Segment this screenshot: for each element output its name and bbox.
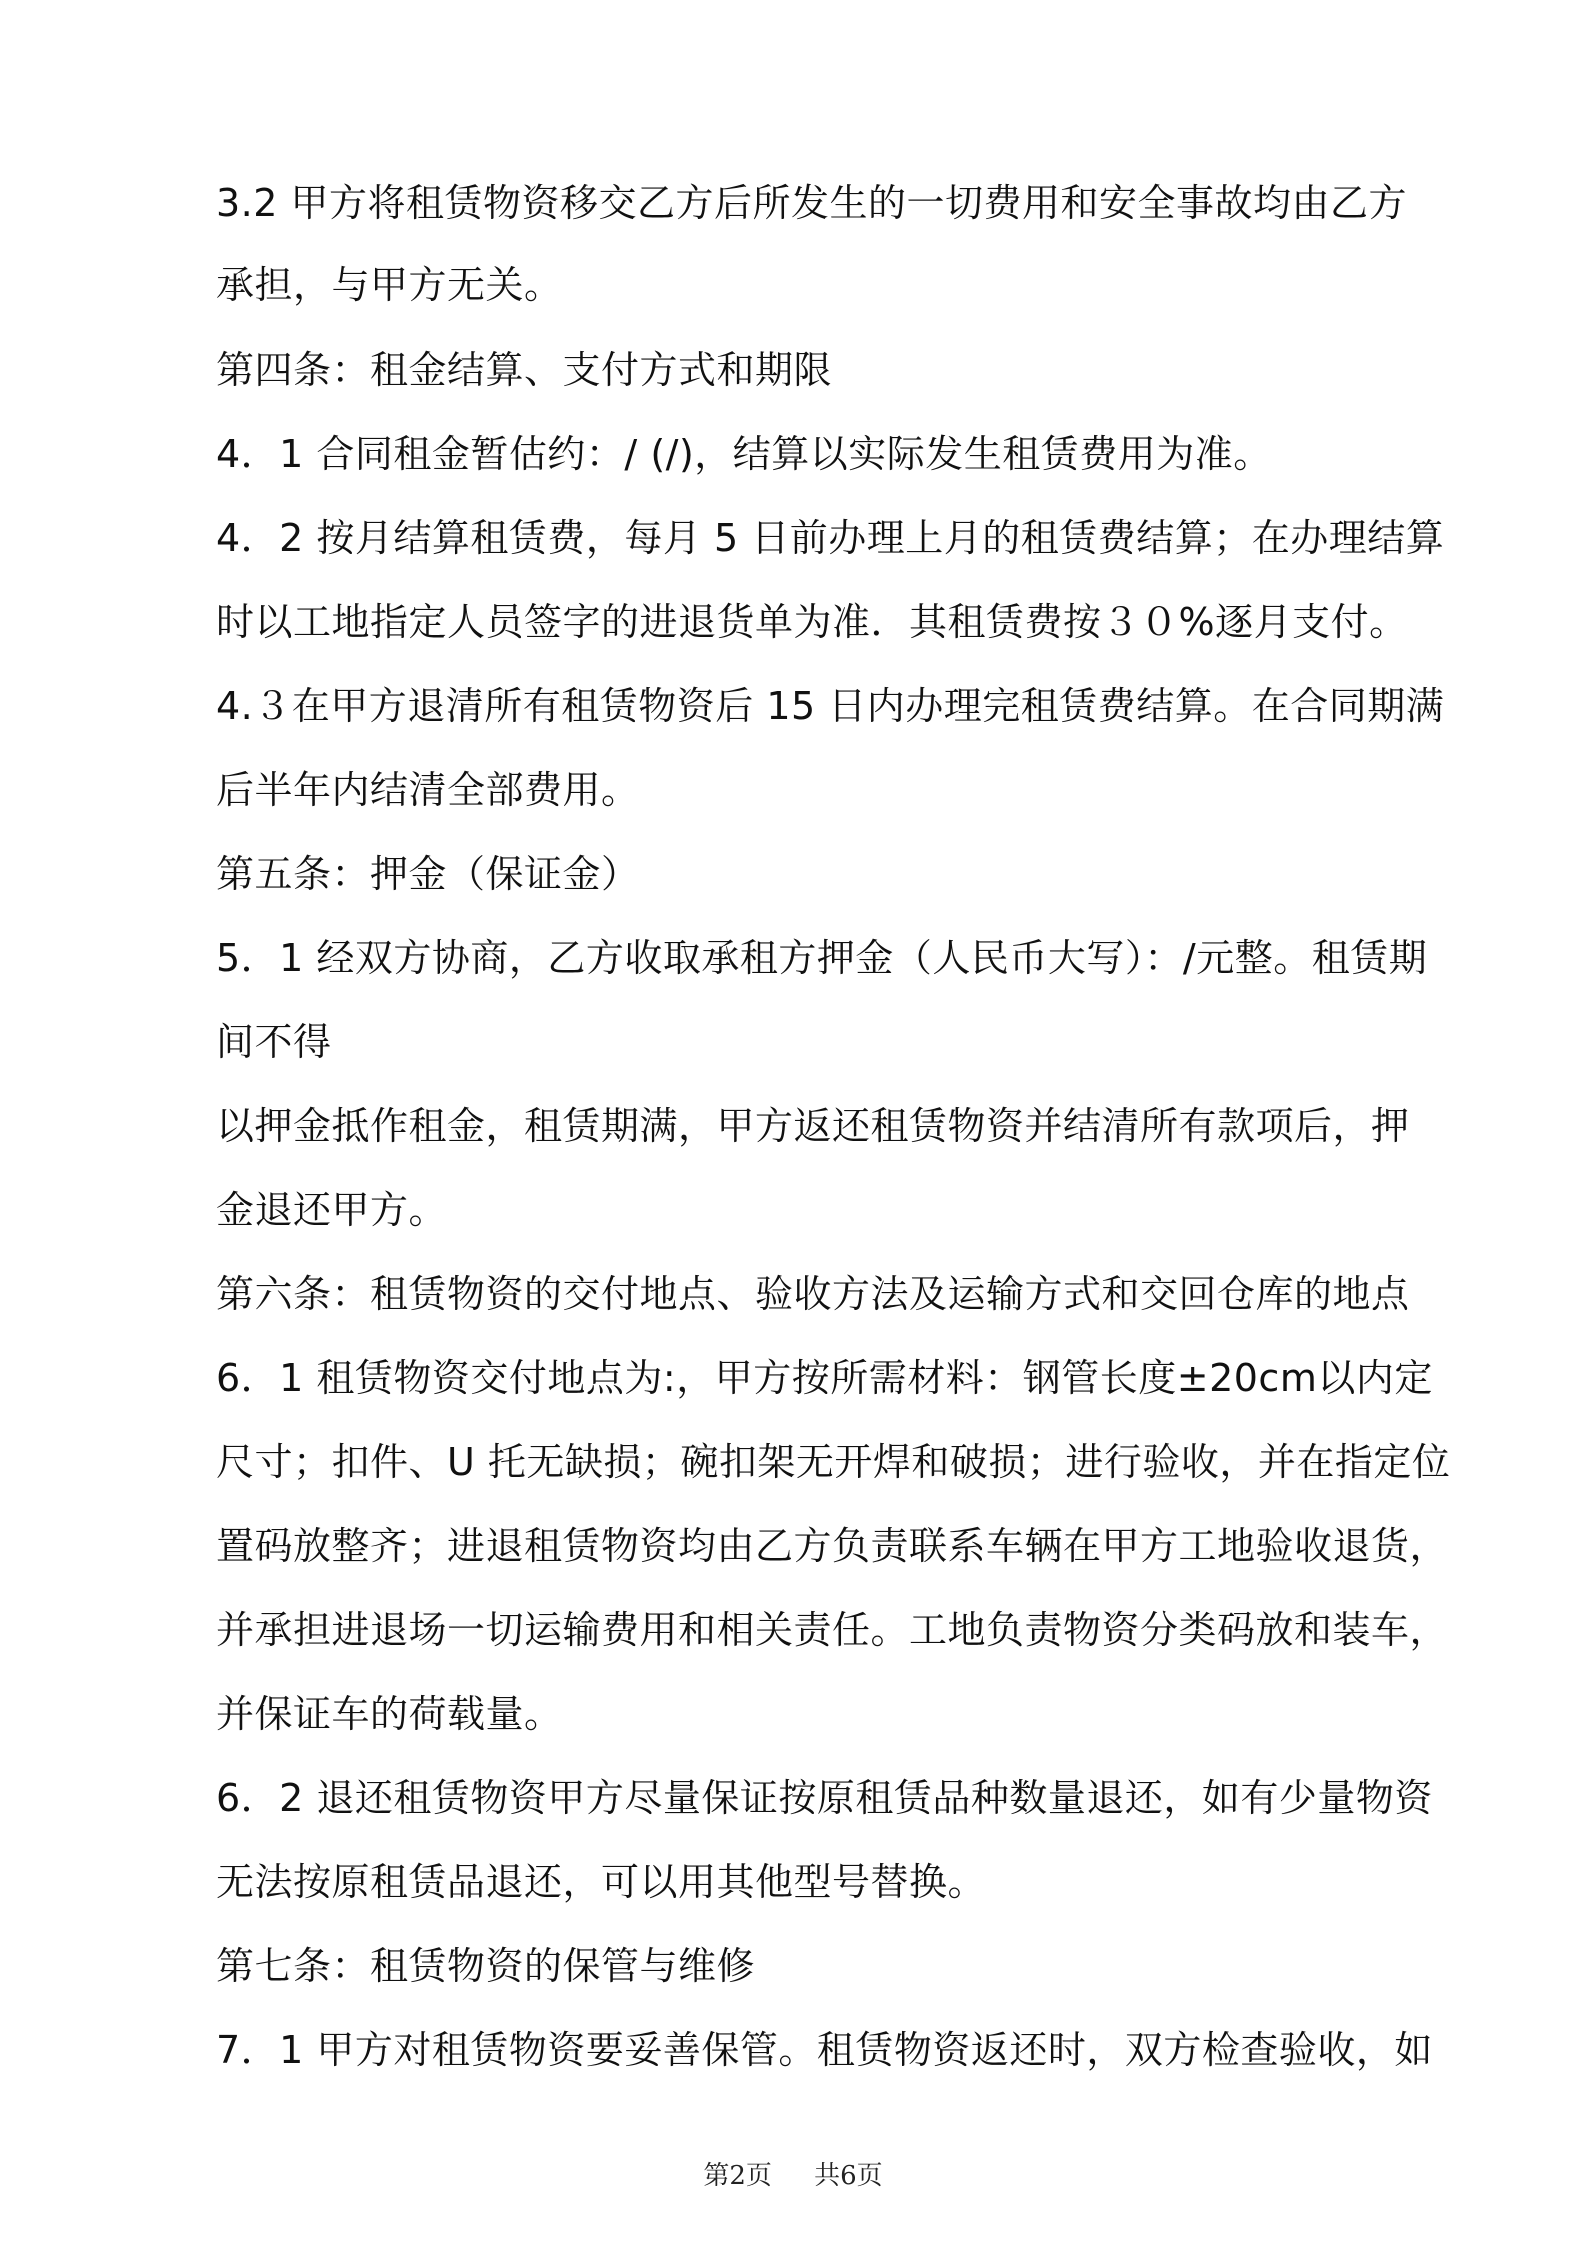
text-line-6-1-cont2: 置码放整齐；进退租赁物资均由乙方负责联系车辆在甲方工地验收退货，: [216, 1524, 1449, 1568]
text-line-6-1-cont: 尺寸；扣件、U 托无缺损；碗扣架无开焊和破损；进行验收，并在指定位: [216, 1440, 1451, 1484]
section-heading-6: 第六条：租赁物资的交付地点、验收方法及运输方式和交回仓库的地点: [216, 1272, 1410, 1316]
text-line-7-1: 7．1 甲方对租赁物资要妥善保管。租赁物资返还时，双方检查验收，如: [216, 2028, 1433, 2072]
section-heading-7: 第七条：租赁物资的保管与维修: [216, 1944, 756, 1988]
section-heading-4: 第四条：租金结算、支付方式和期限: [216, 348, 833, 392]
text-line-6-1-cont3: 并承担进退场一切运输费用和相关责任。工地负责物资分类码放和装车，: [216, 1608, 1449, 1652]
text-line-1: 3.2 甲方将租赁物资移交乙方后所发生的一切费用和安全事故均由乙方: [216, 181, 1408, 225]
text-line-4-3: 4.３在甲方退清所有租赁物资后 15 日内办理完租赁费结算。在合同期满: [216, 684, 1445, 728]
text-line-4-1: 4．1 合同租金暂估约：/ (/)，结算以实际发生租赁费用为准。: [216, 432, 1272, 476]
text-line-5-1-cont3: 金退还甲方。: [216, 1188, 448, 1232]
section-heading-5: 第五条：押金（保证金）: [216, 852, 640, 896]
page-number: 第2页: [703, 2161, 772, 2191]
text-line-4-2-cont: 时以工地指定人员签字的进退货单为准．其租赁费按３０%逐月支付。: [216, 600, 1408, 644]
text-line-6-2-cont: 无法按原租赁品退还，可以用其他型号替换。: [216, 1860, 987, 1904]
text-line-6-1: 6．1 租赁物资交付地点为:，甲方按所需材料：钢管长度±20cm以内定: [216, 1356, 1433, 1400]
page-total: 共6页: [814, 2161, 883, 2191]
text-line-5-1-cont: 间不得: [216, 1020, 332, 1064]
page-footer: [0, 2160, 1586, 2192]
text-line-4-2: 4．2 按月结算租赁费，每月 5 日前办理上月的租赁费结算；在办理结算: [216, 516, 1445, 560]
text-line-4-3-cont: 后半年内结清全部费用。: [216, 768, 640, 812]
text-line-6-1-cont4: 并保证车的荷载量。: [216, 1692, 563, 1736]
text-line-5-1: 5．1 经双方协商，乙方收取承租方押金（人民币大写）：/元整。租赁期: [216, 936, 1428, 980]
text-line-6-2: 6．2 退还租赁物资甲方尽量保证按原租赁品种数量退还，如有少量物资: [216, 1776, 1433, 1820]
text-line-2: 承担，与甲方无关。: [216, 263, 563, 307]
text-line-5-1-cont2: 以押金抵作租金，租赁期满，甲方返还租赁物资并结清所有款项后，押: [216, 1104, 1410, 1148]
